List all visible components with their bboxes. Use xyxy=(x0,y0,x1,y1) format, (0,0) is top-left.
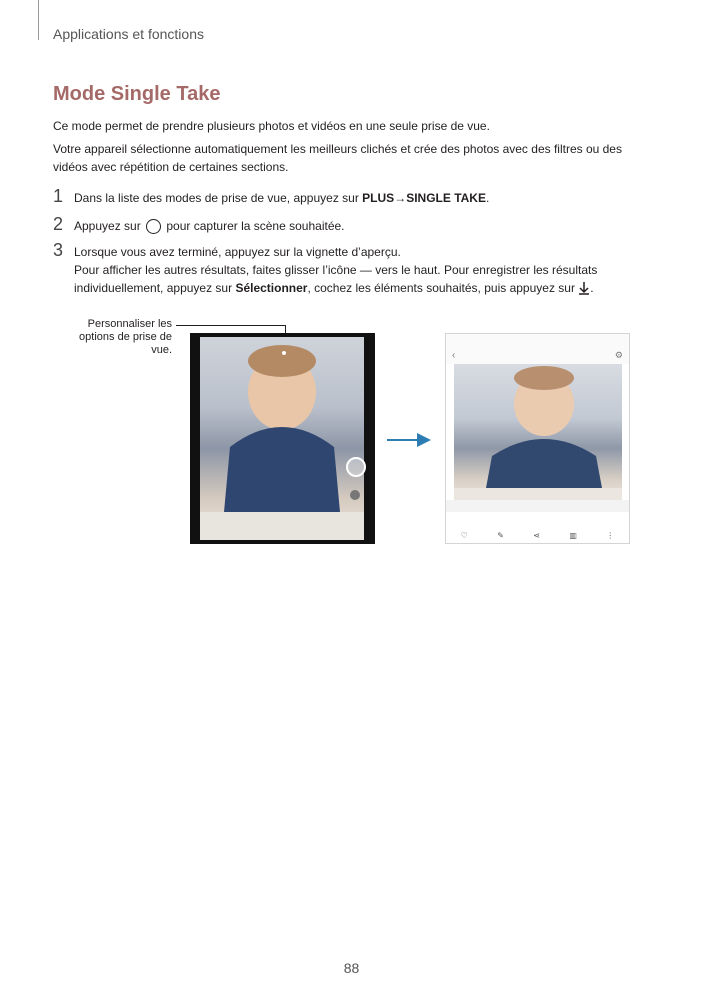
action-bar xyxy=(446,526,629,544)
margin-rule xyxy=(38,0,39,40)
shooting-options-icon[interactable] xyxy=(282,351,286,355)
preview-thumbnail[interactable] xyxy=(350,490,360,500)
share-icon[interactable]: ⋖ xyxy=(533,530,540,540)
shutter-button-icon xyxy=(146,219,161,234)
arrow-right-icon: → xyxy=(394,191,407,205)
back-icon[interactable]: ‹ xyxy=(452,350,456,361)
arrow-right-icon xyxy=(385,430,433,450)
camera-preview xyxy=(200,337,364,540)
section-header: Applications et fonctions xyxy=(53,26,204,42)
download-icon xyxy=(578,281,590,295)
favorite-icon[interactable]: ♡ xyxy=(460,530,468,540)
intro-paragraph-1: Ce mode permet de prendre plusieurs photos et vidéos en une seule prise de vue. xyxy=(53,119,490,133)
more-icon[interactable]: ⋮ xyxy=(606,530,615,540)
settings-icon[interactable]: ⚙ xyxy=(614,350,623,360)
callout-line xyxy=(176,325,286,326)
page-number: 88 xyxy=(343,960,360,976)
step-number: 3 xyxy=(53,240,64,260)
result-photo xyxy=(454,364,622,500)
result-topbar xyxy=(446,334,629,364)
step-number: 2 xyxy=(53,214,64,234)
shutter-button[interactable] xyxy=(346,457,366,477)
callout-label: Personnaliser les options de prise de vue. xyxy=(79,318,172,356)
step-number: 1 xyxy=(53,186,64,206)
camera-screen xyxy=(190,333,375,544)
page-title: Mode Single Take xyxy=(53,83,221,105)
intro-paragraph-2: Votre appareil sélectionne automatiquement les meilleurs clichés et crée des photos avec des filtres ou des vidéos avec répétition de certaines sections. xyxy=(53,142,622,174)
step-text: Dans la liste des modes de prise de vue, appuyez sur PLUS→SINGLE TAKE. xyxy=(74,191,490,205)
delete-icon[interactable]: ▥ xyxy=(569,530,577,540)
edit-icon[interactable]: ✎ xyxy=(497,530,504,540)
results-strip[interactable] xyxy=(446,500,629,512)
step-text: Appuyez sur pour capturer la scène souhaitée. xyxy=(74,219,345,233)
step-text: Lorsque vous avez terminé, appuyez sur la vignette d’aperçu. Pour afficher les autres résultats, faites glisser l’icône — vers le haut. Pour enregistrer les résultats individuellement, appuyez sur Sélectionner, cochez les éléments souhaités, puis appuyez sur . xyxy=(74,245,598,295)
result-screen xyxy=(445,333,630,544)
